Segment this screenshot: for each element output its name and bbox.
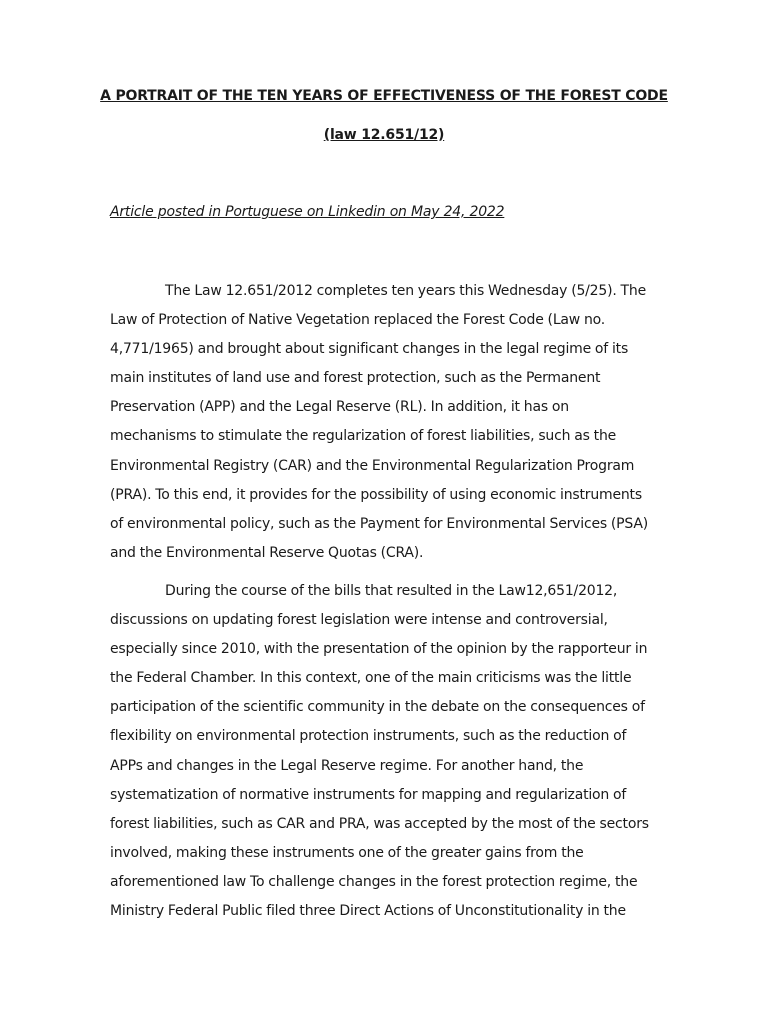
document-subtitle: (law 12.651/12): [323, 127, 445, 143]
document-byline: Article posted in Portuguese on Linkedin on May 24, 2022: [110, 204, 505, 220]
body-paragraph: During the course of the bills that resulted in the Law12,651/2012, discussions on updating forest legislation were intense and controversial, especially since 2010, with the presentation of the opinion by the rapporteur in the Federal Chamber. In this context, one of the main criticisms was the little participation of the scientific community in the debate on the consequences of flexibility on environmental protection instruments, such as the reduction of APPs and changes in the Legal Reserve regime. For another hand, the systematization of normative instruments for mapping and regularization of forest liabilities, such as CAR and PRA, was accepted by the most of the sectors involved, making these instruments one of the greater gains from the aforementioned law To challenge changes in the forest protection regime, the Ministry Federal Public filed three Direct Actions of Unconstitutionality in the: [110, 583, 649, 920]
body-paragraph: The Law 12.651/2012 completes ten years this Wednesday (5/25). The Law of Protection of Native Vegetation replaced the Forest Code (Law no. 4,771/1965) and brought about significant changes in the legal regime of its main institutes of land use and forest protection, such as the Permanent Preservation (APP) and the Legal Reserve (RL). In addition, it has on mechanisms to stimulate the regularization of forest liabilities, such as the Environmental Registry (CAR) and the Environmental Regularization Program (PRA). To this end, it provides for the possibility of using economic instruments of environmental policy, such as the Payment for Environmental Services (PSA) and the Environmental Reserve Quotas (CRA).: [110, 283, 649, 561]
document-title: A PORTRAIT OF THE TEN YEARS OF EFFECTIVENESS OF THE FOREST CODE: [100, 88, 668, 104]
